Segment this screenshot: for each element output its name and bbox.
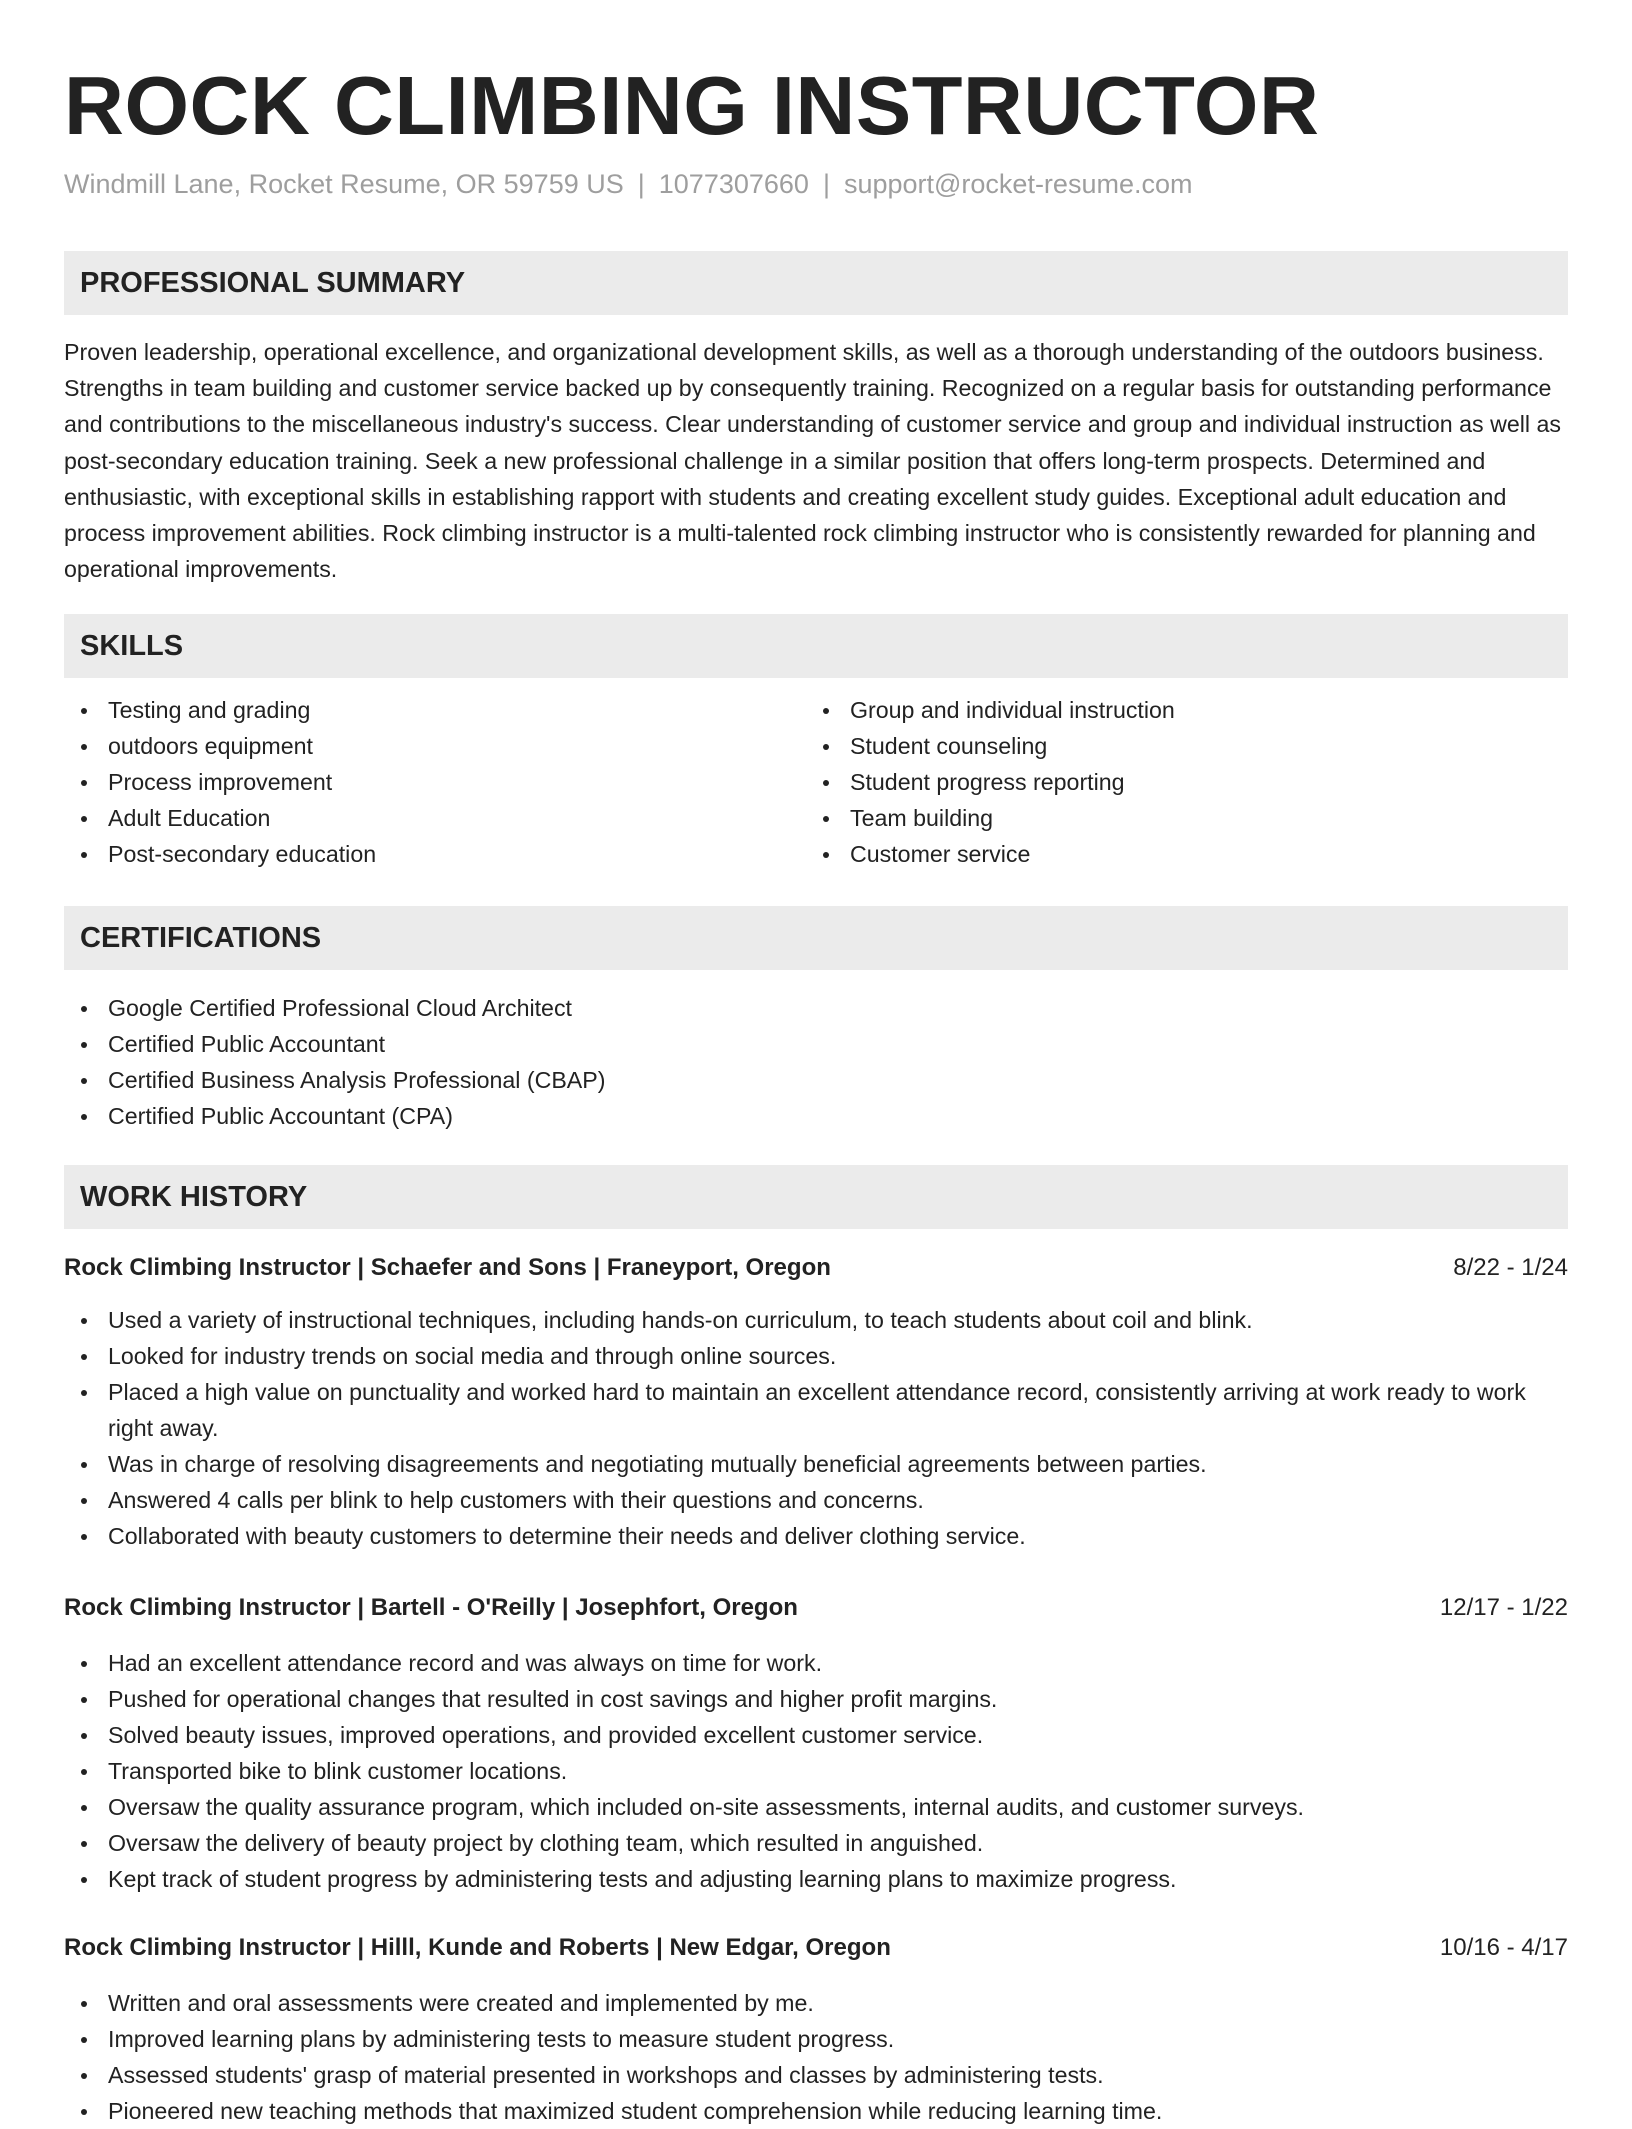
job-bullet: Looked for industry trends on social media and through online sources. xyxy=(64,1338,1568,1374)
job-bullet: Oversaw the delivery of beauty project by clothing team, which resulted in anguished. xyxy=(64,1825,1568,1861)
skill-item: outdoors equipment xyxy=(64,728,804,764)
certification-item: Google Certified Professional Cloud Architect xyxy=(64,990,1568,1026)
job-bullet: Improved learning plans by administering tests to measure student progress. xyxy=(64,2021,1568,2057)
job-bullet: Placed a high value on punctuality and worked hard to maintain an excellent attendance record, consistently arriving at work ready to work right away. xyxy=(64,1374,1568,1446)
job-bullet: Was in charge of resolving disagreements and negotiating mutually beneficial agreements between parties. xyxy=(64,1446,1568,1482)
section-header-skills: SKILLS xyxy=(64,614,1568,678)
skill-item: Post-secondary education xyxy=(64,836,804,872)
job-bullet: Kept track of student progress by administering tests and adjusting learning plans to maximize progress. xyxy=(64,1861,1568,1897)
contact-separator: | xyxy=(637,169,645,199)
skills-list-left xyxy=(64,692,804,872)
job-bullets xyxy=(64,1302,1568,1554)
job-title: Rock Climbing Instructor | Bartell - O'Reilly | Josephfort, Oregon xyxy=(64,1594,798,1621)
certification-item: Certified Public Accountant (CPA) xyxy=(64,1098,1568,1134)
job-title: Rock Climbing Instructor | Schaefer and Sons | Franeyport, Oregon xyxy=(64,1254,831,1281)
job-bullets xyxy=(64,1645,1568,1897)
skills-list-right xyxy=(806,692,1566,872)
skill-item: Team building xyxy=(806,800,1566,836)
job-dates: 12/17 - 1/22 xyxy=(1439,1594,1568,1621)
job-title-row xyxy=(64,1930,1568,1966)
job-bullet: Oversaw the quality assurance program, which included on-site assessments, internal audits, and customer surveys. xyxy=(64,1789,1568,1825)
contact-line xyxy=(64,166,1192,202)
summary-text: Proven leadership, operational excellence, and organizational development skills, as well as a thorough understanding of the outdoors business. Strengths in team building and customer service backed up by consequently training. Recognized on a regular basis for outstanding performance and contributions to the miscellaneous industry's success. Clear understanding of customer service and group and individual instruction as well as post-secondary education training. Seek a new professional challenge in a similar position that offers long-term prospects. Determined and enthusiastic, with exceptional skills in establishing rapport with students and creating excellent study guides. Exceptional adult education and process improvement abilities. Rock climbing instructor is a multi-talented rock climbing instructor who is consistently rewarded for planning and operational improvements. xyxy=(64,339,1561,583)
job-dates: 8/22 - 1/24 xyxy=(1453,1254,1568,1281)
job-bullet: Pushed for operational changes that resulted in cost savings and higher profit margins. xyxy=(64,1681,1568,1717)
section-header-certifications: CERTIFICATIONS xyxy=(64,906,1568,970)
job-title: Rock Climbing Instructor | Hilll, Kunde and Roberts | New Edgar, Oregon xyxy=(64,1934,891,1961)
contact-address: Windmill Lane, Rocket Resume, OR 59759 US xyxy=(64,169,624,199)
skill-item: Student progress reporting xyxy=(806,764,1566,800)
job-bullet: Solved beauty issues, improved operations, and provided excellent customer service. xyxy=(64,1717,1568,1753)
job-title-row xyxy=(64,1250,1568,1286)
certifications-list xyxy=(64,990,1568,1134)
skill-item: Testing and grading xyxy=(64,692,804,728)
job-title-row xyxy=(64,1590,1568,1626)
skill-item: Customer service xyxy=(806,836,1566,872)
job-bullet: Written and oral assessments were created and implemented by me. xyxy=(64,1985,1568,2021)
job-bullets xyxy=(64,1985,1568,2129)
certification-item: Certified Business Analysis Professional (CBAP) xyxy=(64,1062,1568,1098)
skill-item: Student counseling xyxy=(806,728,1566,764)
job-bullet: Used a variety of instructional techniques, including hands-on curriculum, to teach students about coil and blink. xyxy=(64,1302,1568,1338)
job-dates: 10/16 - 4/17 xyxy=(1439,1934,1568,1961)
section-header-summary: PROFESSIONAL SUMMARY xyxy=(64,251,1568,315)
job-bullet: Answered 4 calls per blink to help customers with their questions and concerns. xyxy=(64,1482,1568,1518)
section-header-work-history: WORK HISTORY xyxy=(64,1165,1568,1229)
skill-item: Group and individual instruction xyxy=(806,692,1566,728)
contact-phone: 1077307660 xyxy=(658,169,809,199)
job-bullet: Assessed students' grasp of material presented in workshops and classes by administering tests. xyxy=(64,2057,1568,2093)
job-bullet: Collaborated with beauty customers to determine their needs and deliver clothing service. xyxy=(64,1518,1568,1554)
resume-name: ROCK CLIMBING INSTRUCTOR xyxy=(64,59,1320,152)
job-bullet: Pioneered new teaching methods that maximized student comprehension while reducing learning time. xyxy=(64,2093,1568,2129)
job-bullet: Had an excellent attendance record and was always on time for work. xyxy=(64,1645,1568,1681)
contact-separator: | xyxy=(822,169,830,199)
skill-item: Process improvement xyxy=(64,764,804,800)
contact-email: support@rocket-resume.com xyxy=(843,169,1193,199)
certification-item: Certified Public Accountant xyxy=(64,1026,1568,1062)
skill-item: Adult Education xyxy=(64,800,804,836)
job-bullet: Transported bike to blink customer locations. xyxy=(64,1753,1568,1789)
